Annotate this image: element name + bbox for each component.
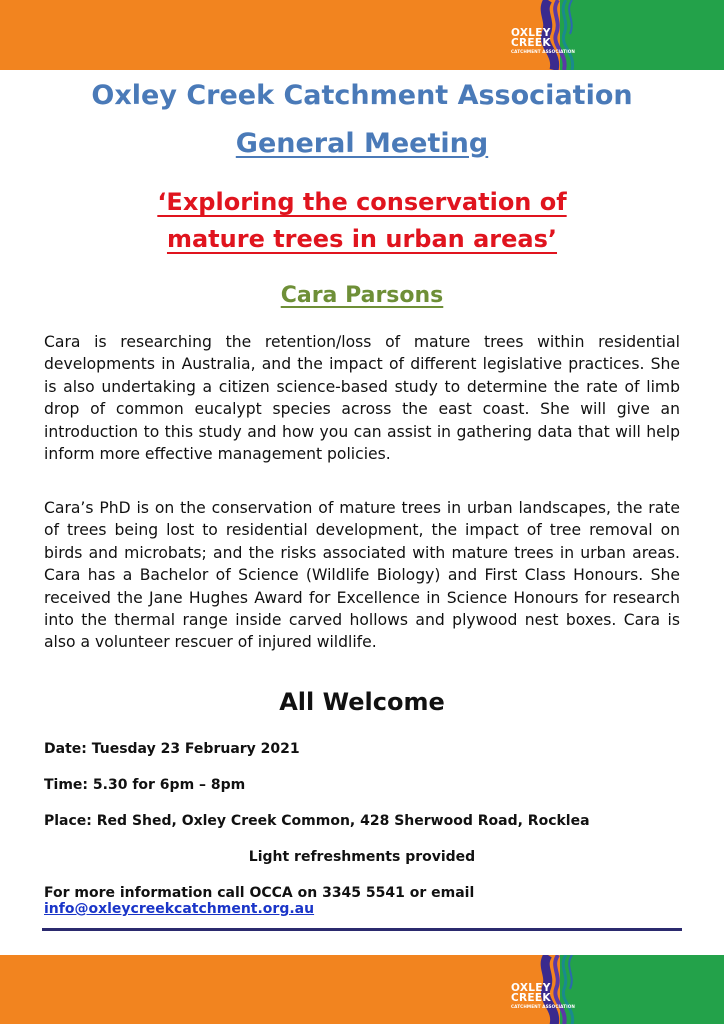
logo-line-oxley: OXLEY <box>511 27 551 39</box>
org-name: Oxley Creek Catchment Association <box>91 80 633 111</box>
talk-title <box>0 184 724 258</box>
logo-line-association: CATCHMENT ASSOCIATION <box>511 49 576 54</box>
speaker-name <box>0 283 724 308</box>
header-orange-strip <box>0 0 560 70</box>
contact-text: For more information call OCCA on 3345 5541 or email <box>44 885 475 901</box>
speaker-name-text: Cara Parsons <box>280 283 444 308</box>
logo-line-association: CATCHMENT ASSOCIATION <box>511 1004 576 1009</box>
header-logo-text <box>511 28 575 55</box>
header-band <box>0 0 724 70</box>
all-welcome-heading: All Welcome <box>279 688 445 716</box>
talk-title-line2: mature trees in urban areas’ <box>166 225 558 253</box>
event-date: Date: Tuesday 23 February 2021 <box>44 741 300 757</box>
footer-logo-text <box>511 983 575 1010</box>
bio-paragraph-2: Cara’s PhD is on the conservation of mature trees in urban landscapes, the rate of trees being lost to residential development, the impact of tree removal on birds and microbats; and the risks associated with mature trees in urban areas. Cara has a Bachelor of Science (Wildlife Biology) and First Class Honours. She received the Jane Hughes Award for Excellence in Science Honours for research into the thermal range inside carved hollows and plywood nest boxes. Cara is also a volunteer rescuer of injured wildlife. <box>44 499 680 652</box>
refreshments-note: Light refreshments provided <box>248 849 476 865</box>
contact-email-link[interactable]: info@oxleycreekcatchment.org.au <box>44 901 315 917</box>
meeting-title <box>0 128 724 159</box>
logo-line-oxley: OXLEY <box>511 982 551 994</box>
footer-band <box>0 955 724 1024</box>
talk-title-line1: ‘Exploring the conservation of <box>157 188 567 216</box>
event-time: Time: 5.30 for 6pm – 8pm <box>44 777 246 793</box>
event-place: Place: Red Shed, Oxley Creek Common, 428 Sherwood Road, Rocklea <box>44 813 590 829</box>
bio-paragraph-1: Cara is researching the retention/loss of mature trees within residential developments in Australia, and the impact of different legislative practices. She is also undertaking a citizen science-based study to determine the rate of limb drop of common eucalypt species across the east coast. She will give an introduction to this study and how you can assist in gathering data that will help inform more effective management policies. <box>44 333 680 464</box>
divider-line <box>42 928 682 931</box>
meeting-title-text: General Meeting <box>235 128 489 159</box>
contact-line <box>44 885 724 917</box>
logo-line-creek: CREEK <box>511 37 551 49</box>
footer-orange-strip <box>0 955 560 1024</box>
logo-line-creek: CREEK <box>511 992 551 1004</box>
